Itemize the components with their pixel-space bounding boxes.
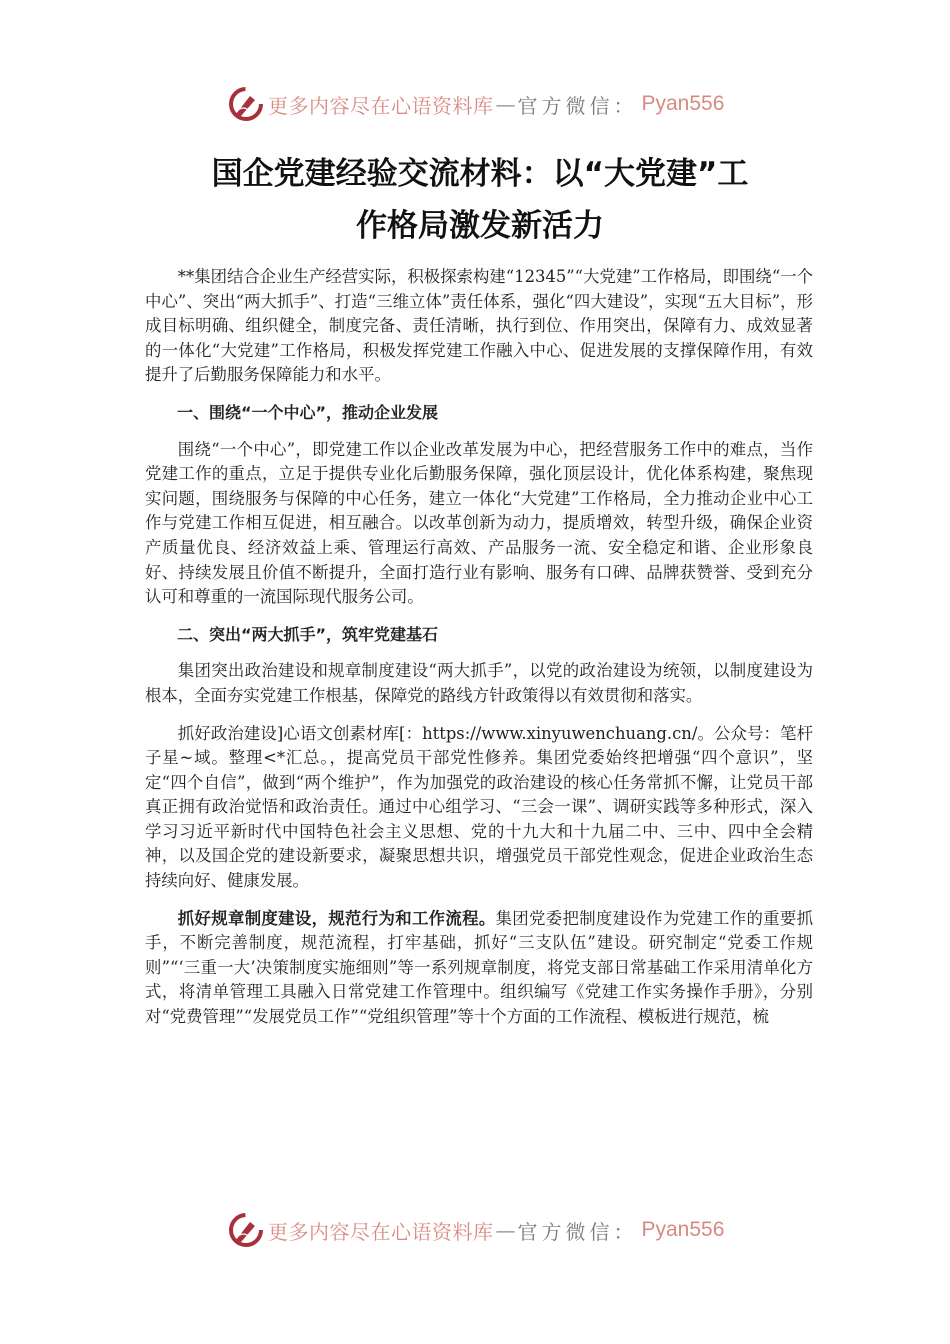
footer-banner [228, 1210, 728, 1250]
section-heading-2: 二、突出“两大抓手”，筑牢党建基石 [177, 624, 439, 644]
intro-paragraph: **集团结合企业生产经营实际，积极探索构建“12345”“大党建”工作格局，即围绕“一个中心”、突出“两大抓手”、打造“三维立体”责任体系，强化“四大建设”，实现“五大目标”，形成目标明确、组织健全，制度完备、责任清晰，执行到位、作用突出，保障有力、成效显著的一体化“大党建”工作格局，积极发挥党建工作融入中心、促进发展的支撑保障作用，有效提升了后勤服务保障能力和水平。 [145, 267, 813, 385]
quill-pen-logo-icon [228, 1212, 264, 1248]
section-heading-1: 一、围绕“一个中心”，推动企业发展 [177, 402, 439, 422]
banner-dash: — [495, 92, 516, 116]
document-body [145, 265, 813, 1043]
header-banner [228, 84, 728, 124]
banner-wechat-id: Pyan556 [641, 1218, 725, 1241]
body-paragraph: 围绕“一个中心”，即党建工作以企业改革发展为中心，把经营服务工作中的难点，当作党建工作的重点，立足于提供专业化后勤服务保障，强化顶层设计，优化体系构建，聚焦现实问题，围绕服务与保障的中心任务，建立一体化“大党建”工作格局，全力推动企业中心工作与党建工作相互促进，相互融合。以改革创新为动力，提质增效，转型升级，确保企业资产质量优良、经济效益上乘、管理运行高效、产品服务一流、安全稳定和谐、企业形象良好、持续发展且价值不断提升，全面打造行业有影响、服务有口碑、品牌获赞誉、受到充分认可和尊重的一流国际现代服务公司。 [145, 439, 813, 607]
body-paragraph: 集团突出政治建设和规章制度建设“两大抓手”，以党的政治建设为统领，以制度建设为根本，全面夯实党建工作根基，保障党的路线方针政策得以有效贯彻和落实。 [145, 661, 813, 705]
paragraph-lead-bold: 抓好规章制度建设，规范行为和工作流程。 [177, 908, 496, 928]
banner-wechat-label: 官方微信： [517, 93, 638, 118]
banner-library-text: 更多内容尽在心语资料库 [268, 1219, 494, 1244]
title-line-1: 国企党建经验交流材料：以“大党建”工 [211, 156, 749, 192]
quill-pen-logo-icon [228, 86, 264, 122]
banner-wechat-id: Pyan556 [641, 92, 725, 115]
body-paragraph: 抓好政治建设]心语文创素材库[：https://www.xinyuwenchuang.cn/。公众号：笔杆子星~域。整理<*汇总。，提高党员干部党性修养。集团党委始终把增强“四个意识”，坚定“四个自信”，做到“两个维护”，作为加强党的政治建设的核心任务常抓不懈，让党员干部真正拥有政治觉悟和政治责任。通过中心组学习、“三会一课”、调研实践等多种形式，深入学习习近平新时代中国特色社会主义思想、党的十九大和十九届二中、三中、四中全会精神，以及国企党的建设新要求，凝聚思想共识，增强党员干部党性观念，促进企业政治生态持续向好、健康发展。 [145, 723, 813, 891]
title-line-2: 作格局激发新活力 [356, 208, 604, 244]
banner-dash: — [495, 1218, 516, 1242]
document-title [150, 148, 810, 252]
paragraph-text: 集团党委把制度建设作为党建工作的重要抓手，不断完善制度，规范流程，打牢基础，抓好“三支队伍”建设。研究制定“党委工作规则”“‘三重一大’决策制度实施细则”等一系列规章制度，将党支部日常基础工作采用清单化方式，将清单管理工具融入日常党建工作管理中。组织编写《党建工作实务操作手册》，分别对“党费管理”“发展党员工作”“党组织管理”等十个方面的工作流程、模板进行规范，梳 [145, 908, 814, 1027]
body-paragraph-with-lead [145, 907, 813, 1030]
banner-library-text: 更多内容尽在心语资料库 [268, 93, 494, 118]
banner-wechat-label: 官方微信： [517, 1219, 638, 1244]
